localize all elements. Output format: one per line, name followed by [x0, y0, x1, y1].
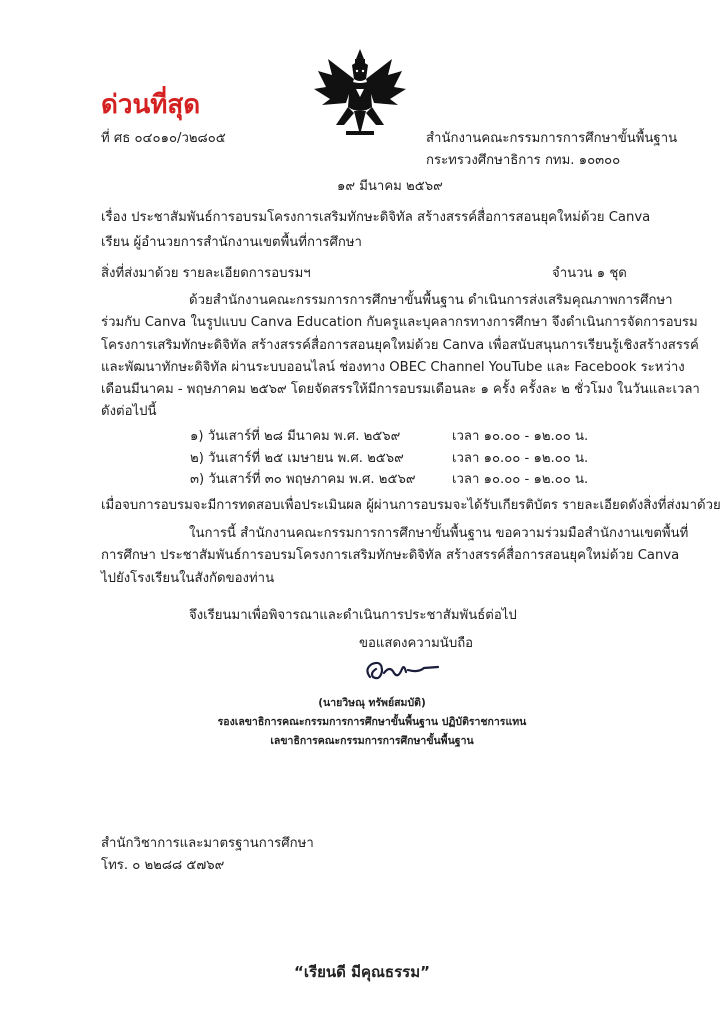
document-number: ที่ ศธ ๐๔๐๑๐/ว๒๘๐๕ [101, 131, 226, 146]
closing-regards: ขอแสดงความนับถือ [359, 636, 474, 651]
assessment-note: เมื่อจบการอบรมจะมีการทดสอบเพื่อประเมินผล ผู้ผ่านการอบรมจะได้รับเกียรติบัตร รายละเอียดดังสิ่งที่ส่งมาด้วย [101, 498, 721, 513]
schedule-time: เวลา ๑๐.๐๐ - ๑๒.๐๐ น. [452, 472, 589, 487]
closing-request: จึงเรียนมาเพื่อพิจารณาและดำเนินการประชาสัมพันธ์ต่อไป [189, 608, 517, 623]
schedule-time: เวลา ๑๐.๐๐ - ๑๒.๐๐ น. [452, 451, 589, 466]
urgency-label: ด่วนที่สุด [101, 90, 201, 120]
phone-number: โทร. ๐ ๒๒๘๘ ๕๗๖๙ [101, 858, 225, 873]
schedule-day: ๓) วันเสาร์ที่ ๓๐ พฤษภาคม พ.ศ. ๒๕๖๙ [190, 472, 416, 487]
subject-line: เรื่อง ประชาสัมพันธ์การอบรมโครงการเสริมทักษะดิจิทัล สร้างสรรค์สื่อการสอนยุคใหม่ด้วย Canva [101, 210, 651, 225]
body-paragraph-2 [101, 523, 689, 590]
enclosure-label: สิ่งที่ส่งมาด้วย รายละเอียดการอบรมฯ [101, 266, 311, 281]
paragraph-line: และพัฒนาทักษะดิจิทัล ผ่านระบบออนไลน์ ช่องทาง OBEC Channel YouTube และ Facebook ระหว่าง [101, 359, 685, 375]
issuing-bureau: สำนักวิชาการและมาตรฐานการศึกษา [101, 836, 314, 851]
signatory-position-2: เลขาธิการคณะกรรมการการศึกษาขั้นพื้นฐาน [270, 735, 474, 747]
letter-date: ๑๙ มีนาคม ๒๕๖๙ [337, 179, 443, 194]
office-line-2: กระทรวงศึกษาธิการ กทม. ๑๐๓๐๐ [426, 153, 621, 168]
paragraph-line: ร่วมกับ Canva ในรูปแบบ Canva Education กับครูและบุคลากรทางการศึกษา จึงดำเนินการจัดการอบรม [101, 315, 698, 331]
garuda-emblem-icon [310, 45, 410, 140]
body-paragraph-1 [101, 290, 700, 424]
motto: “เรียนดี มีคุณธรรม” [294, 963, 430, 981]
handwritten-signature [360, 655, 440, 687]
paragraph-line: ในการนี้ สำนักงานคณะกรรมการการศึกษาขั้นพื้นฐาน ขอความร่วมมือสำนักงานเขตพื้นที่ [189, 526, 689, 541]
schedule-day: ๒) วันเสาร์ที่ ๒๕ เมษายน พ.ศ. ๒๕๖๙ [190, 451, 404, 466]
paragraph-line: เดือนมีนาคม - พฤษภาคม ๒๕๖๙ โดยจัดสรรให้มีการอบรมเดือนละ ๑ ครั้ง ครั้งละ ๒ ชั่วโมง ในวันและเวลา [101, 382, 700, 398]
paragraph-line: การศึกษา ประชาสัมพันธ์การอบรมโครงการเสริมทักษะดิจิทัล สร้างสรรค์สื่อการสอนยุคใหม่ด้วย Canva [101, 548, 680, 564]
paragraph-line: โครงการเสริมทักษะดิจิทัล สร้างสรรค์สื่อการสอนยุคใหม่ด้วย Canva เพื่อสนับสนุนการเรียนรู้เชิงสร้างสรรค์ [101, 337, 699, 353]
signatory-name: (นายวิษณุ ทรัพย์สมบัติ) [318, 697, 426, 709]
addressee-line: เรียน ผู้อำนวยการสำนักงานเขตพื้นที่การศึกษา [101, 235, 362, 250]
paragraph-line: ไปยังโรงเรียนในสังกัดของท่าน [101, 570, 275, 586]
schedule-time: เวลา ๑๐.๐๐ - ๑๒.๐๐ น. [452, 429, 589, 444]
enclosure-quantity: จำนวน ๑ ชุด [552, 266, 627, 281]
signatory-position-1: รองเลขาธิการคณะกรรมการการศึกษาขั้นพื้นฐาน ปฏิบัติราชการแทน [217, 716, 527, 728]
paragraph-line: ด้วยสำนักงานคณะกรรมการการศึกษาขั้นพื้นฐาน ดำเนินการส่งเสริมคุณภาพการศึกษา [189, 293, 673, 308]
paragraph-line: ดังต่อไปนี้ [101, 404, 157, 420]
schedule-day: ๑) วันเสาร์ที่ ๒๘ มีนาคม พ.ศ. ๒๕๖๙ [190, 429, 401, 444]
office-line-1: สำนักงานคณะกรรมการการศึกษาขั้นพื้นฐาน [426, 131, 678, 146]
